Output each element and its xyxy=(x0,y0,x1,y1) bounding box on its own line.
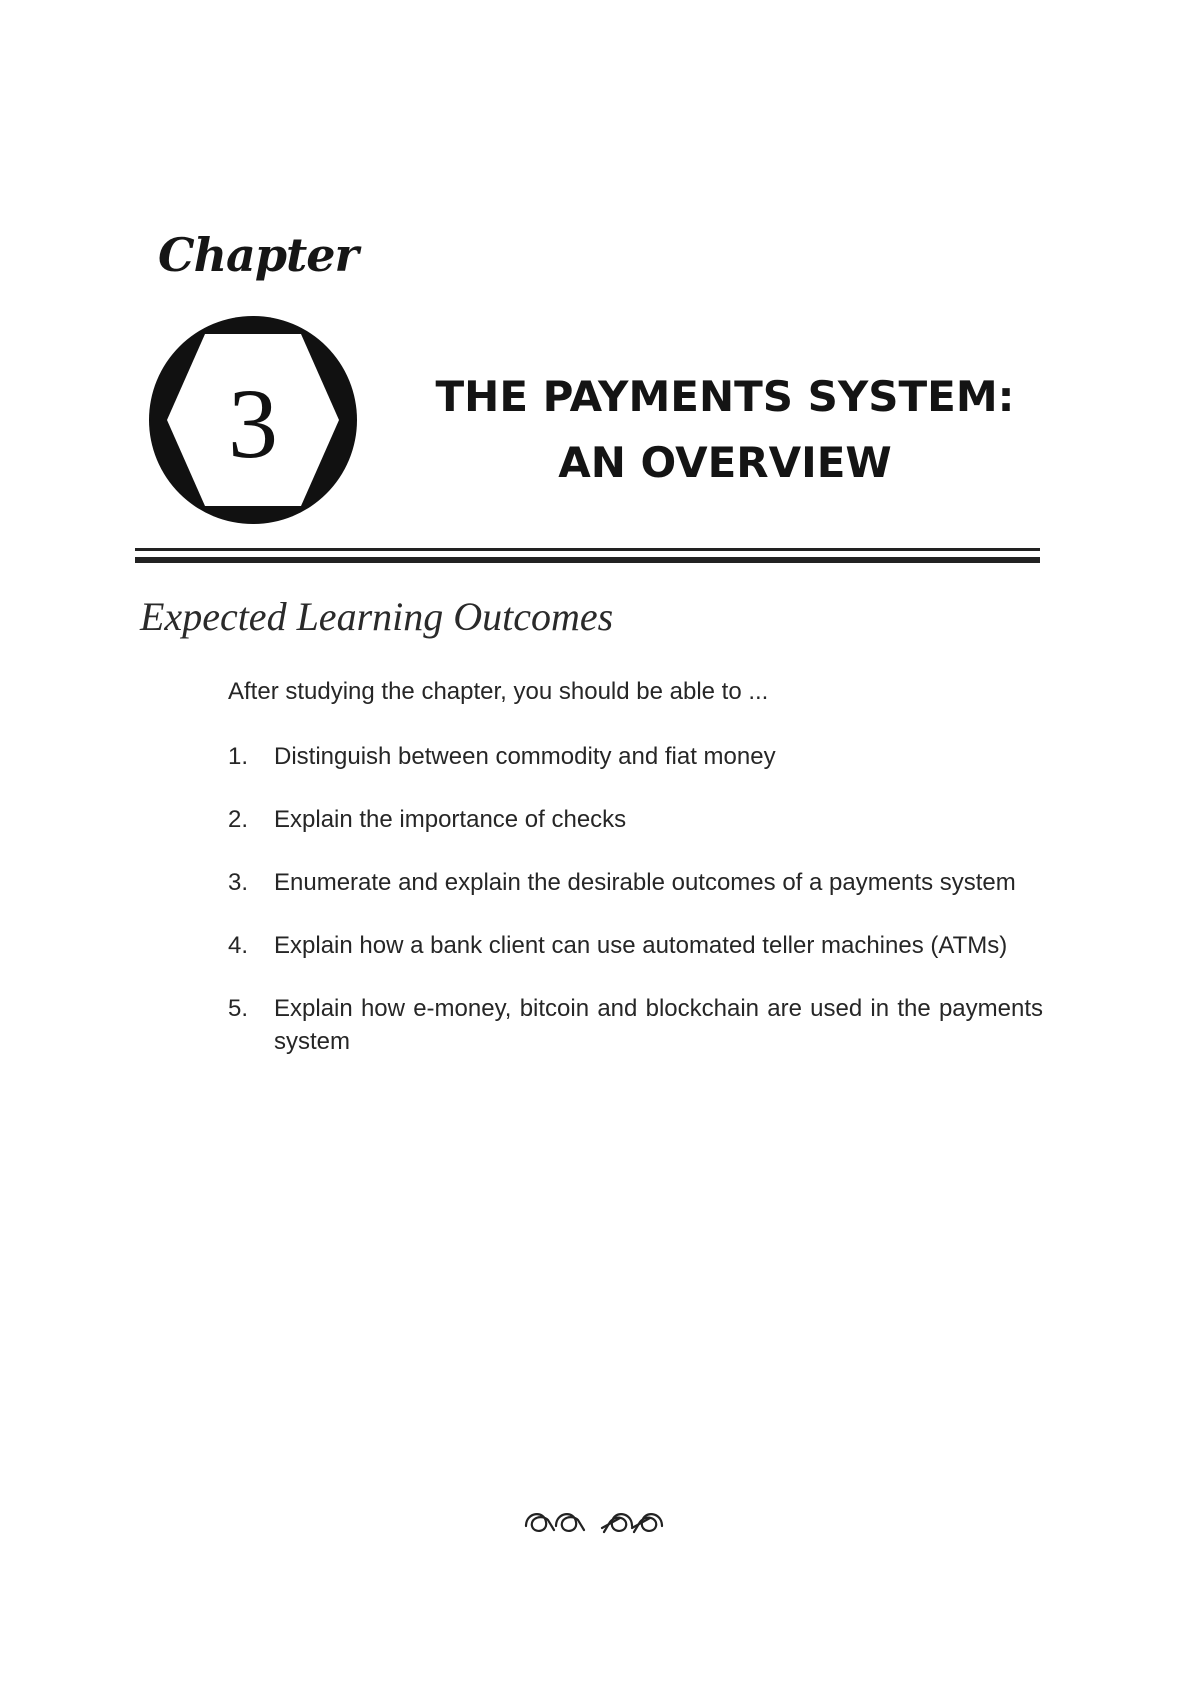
list-item-text: Distinguish between commodity and fiat money xyxy=(274,743,776,770)
chapter-title xyxy=(415,364,1035,496)
intro-text: After studying the chapter, you should be able to ... xyxy=(228,678,769,705)
list-item xyxy=(228,866,1043,899)
list-item-number: 5. xyxy=(228,995,249,1022)
list-item xyxy=(228,929,1043,962)
list-item-number: 4. xyxy=(228,932,249,959)
list-item-text: Explain how a bank client can use automated teller machines (ATMs) xyxy=(274,932,1008,959)
outcomes-list xyxy=(228,740,1043,1058)
list-item-number: 2. xyxy=(228,806,249,833)
list-item xyxy=(228,740,1043,773)
list-item xyxy=(228,803,1043,836)
list-item-number: 3. xyxy=(228,869,249,896)
chapter-number: 3 xyxy=(228,367,278,479)
list-item-number: 1. xyxy=(228,743,249,770)
list-item-text: Explain how e-money, bitcoin and blockchain are used in the payments system xyxy=(274,995,1043,1055)
end-of-section-ornament xyxy=(520,1498,670,1540)
list-item-text: Explain the importance of checks xyxy=(274,806,627,833)
chapter-title-line-2: AN OVERVIEW xyxy=(558,438,892,487)
list-item-text: Enumerate and explain the desirable outcomes of a payments system xyxy=(274,869,1016,896)
section-heading: Expected Learning Outcomes xyxy=(140,594,614,639)
list-item xyxy=(228,992,1043,1058)
chapter-title-line-1: THE PAYMENTS SYSTEM: xyxy=(435,372,1015,421)
double-rule-divider xyxy=(135,548,1040,563)
chapter-label: Chapter xyxy=(158,228,358,282)
